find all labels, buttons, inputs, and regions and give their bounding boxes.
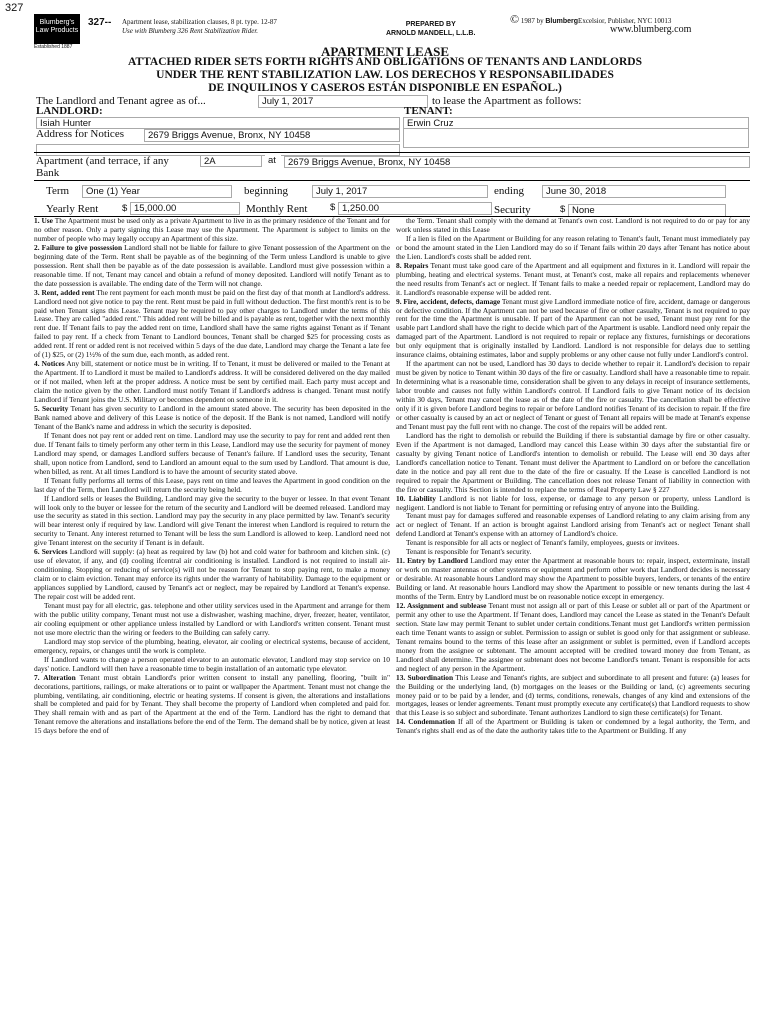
clause-text: This Lease and Tenant's rights, are subject and subordinate to all present and future: (a) leases for the Building or the underlying land, (b) mortgages on the leases or the Building or land, (c) agreements securing money paid or to be paid by a lender, and (d) terms, conditions, renewals, changes of any kind and extensions of the mortgages, leases or lender agreements. Tenant must promptly execute any certificate(s) that Landlord requests to show that this Lease is so subject and subordinate. Tenant authorizes Landlord to sign these certificate(s) for Tenant. (396, 672, 750, 718)
clause-text: Tenant must pay for damages suffered and reasonable expenses of Landlord relating to any claim arising from any act or neglect of Tenant. If an action is brought against Landlord arising from Tenant's act or neglect Tenant shall defend Landlord at Tenant's expense with an attorney of Landlord's choice. (396, 511, 750, 539)
clause-text: Landlord has the right to demolish or rebuild the Building if there is substantial damage by fire or other casualty. Even if the Apartment is not damaged, Landlord may cancel this Lease within 30 days after the substantial fire or casualty by giving Tenant notice of Landlord's intention to demolish or rebuild. The Lease will end 30 days after Landlord's cancellation notice to Tenant. Tenant must deliver the Apartment to Landlord on or before the cancellation date in the notice and pay all rent due to the date of the fire or casualty. If the Lease is cancelled Landlord is not required to repair the Apartment or Building. The cancellation does not release Tenant of liability in connection with the fire or casualty. This Section is intended to replace the terms of Real Property Law § 227 (396, 430, 750, 494)
term-field[interactable]: One (1) Year (82, 185, 232, 198)
form-description (122, 18, 277, 36)
landlord-label: LANDLORD: (36, 105, 103, 117)
clause-heading: 1. Use (34, 217, 53, 225)
clause-text: Landlord may enter the Apartment at reasonable hours to: repair, inspect, exterminate, install or work on master antennas or other systems or equipment and perform other work that Landlord decides is necessary or desirable. At reasonable hours Landlord may show the Apartment to possible buyers, lenders, or tenants of the entire Building or land. At reasonable hours Landlord may show the Apartment to possible or new tenants during the last 4 months of the Term. Entry by Landlord must be on reasonable notice except in emergency. (396, 556, 750, 602)
monthly-rent-field[interactable]: 1,250.00 (338, 202, 492, 215)
tenant-label: TENANT: (404, 105, 453, 117)
ending-field[interactable]: June 30, 2018 (542, 185, 726, 198)
clause-paragraph (396, 557, 750, 602)
beginning-field[interactable]: July 1, 2017 (312, 185, 488, 198)
clause-paragraph (34, 477, 390, 495)
clause-text: Tenant must not assign all or part of this Lease or sublet all or part of the Apartment or permit any other to use the Apartment. If Tenant does, Landlord may cancel the Lease as stated in the Tenant's Default section. State law may permit Tenant to sublet under certain conditions.Tenant must get Landlord's written permission each time Tenant wants to assign or sublet. Permission to assign or sublet is good only for that assignment or sublease. Tenant remains bound to the terms of this lease after an assignment or sublet is permitted, even if Landlord accepts money from the assignee or subtenant. The amount accepted will be credited toward money due from Tenant, as Landlord shall determine. The assignee or subtenant does not become Landlord's tenant. Tenant is responsible for acts and neglect of any person in the Apartment. (396, 600, 750, 673)
yearly-currency: $ (122, 203, 128, 214)
beginning-label: beginning (244, 185, 288, 197)
clause-paragraph (396, 512, 750, 539)
form-number: 327-- (88, 17, 112, 28)
ending-label: ending (494, 185, 524, 197)
clause-text: Tenant is responsible for Tenant's security. (406, 547, 532, 557)
clause-paragraph (396, 718, 750, 736)
publisher-brand: Blumberg (545, 18, 579, 25)
clause-text: Tenant must pay for all electric, gas. telephone and other utility services used in the Apartment and arrange for them with the public utility company, Tenant must not use a dishwasher, washing machine, dryer, freezer, heater, ventilator, air cooling equipment or other appliance unless installed by Landlord or with Landlord's written consent. Tenant must not use more electric than the wiring or feeders to the Building can safely carry. (34, 600, 390, 637)
clause-heading: 9. Fire, accident, defects, damage (396, 296, 501, 306)
notices-label: Address for Notices (36, 128, 124, 140)
subtitle-line3: DE INQUILINOS Y CASEROS ESTÁN DISPONIBLE EN ESPAÑOL.) (208, 82, 562, 94)
divider (34, 180, 750, 181)
clause-text: Tenant is responsible for all acts or neglect of Tenant's family, employees, guests or invitees. (406, 538, 680, 548)
form-description-line2: Use with Blumberg 326 Rent Stabilization Rider. (122, 27, 259, 35)
tenant-extra-field[interactable] (403, 129, 749, 148)
page-title: APARTMENT LEASE (320, 44, 449, 59)
clause-paragraph (396, 674, 750, 719)
clause-paragraph (34, 656, 390, 674)
agreement-prefix: The Landlord and Tenant agree as of... (36, 95, 206, 107)
clause-paragraph (34, 405, 390, 432)
apartment-address-field[interactable]: 2679 Briggs Avenue, Bronx, NY 10458 (284, 156, 750, 168)
clause-paragraph (396, 262, 750, 298)
copyright-symbol: © (510, 12, 520, 26)
clause-text: Any bill, statement or notice must be in writing. If to Tenant, it must be delivered or mailed to the Tenant at the Apartment. If to Landlord it must be mailed to Landlord's address. It will be considered delivered on the day mailed or if not mailed, when left at the proper address. A notice must be sent by certified mail. Each party must accept and claim the notice given by the other. Landlord must notify Tenant if Landlord's address is changed. Tenant must notify Landlord if Tenant joins the U.S. Military or becomes dependent on someone in it. (34, 359, 390, 405)
logo-established: Established 1887 (34, 44, 73, 50)
clause-paragraph (34, 602, 390, 638)
clause-paragraph (34, 217, 390, 244)
clause-paragraph (34, 360, 390, 405)
page-number: 327 (5, 2, 24, 14)
tenant-name-field[interactable]: Erwin Cruz (403, 117, 749, 129)
clause-text: the Term. Tenant shall comply with the demand at Tenant's own cost. Landlord is not required to do or pay for any work unless stated in this Lease (396, 217, 750, 234)
bank-label: Bank (36, 167, 60, 179)
clause-heading: 7. Alteration (34, 672, 76, 682)
apartment-at-label: at (265, 155, 281, 166)
clause-heading: 4. Notices (34, 359, 65, 369)
clause-heading: 12. Assignment and sublease (396, 600, 487, 610)
prepared-line2: ARNOLD MANDELL, L.L.B. (386, 30, 476, 37)
monthly-currency: $ (330, 202, 336, 213)
clause-text: Landlord may stop service of the plumbing, heating, elevator, air cooling or electrical systems, because of accident, emergency, repairs, or changes until the work is complete. (34, 636, 390, 655)
clause-text: Tenant must obtain Landlord's prior written consent to install any panelling, flooring, "built in" decorations, partitions, railings, or make alterations or to paint or wallpaper the Apartment. Tenant must not change the plumbing, ventilating, air conditioning, electric or heating systems. If consent is given, the alterations and installations shall be completed and paid for by Tenant. They shall become the property of Landlord when completed and paid for. They shall remain with and as part of the Apartment at the end of the Term. Landlord has the right to demand that Tenant remove the alterations and installations before the end of the Term. The demand shall be by notice, given at least 15 days before the end of (34, 672, 390, 736)
security-currency: $ (560, 204, 566, 215)
clause-heading: 10. Liability (396, 493, 436, 503)
yearly-rent-field[interactable]: 15,000.00 (130, 202, 240, 215)
clause-text: If Landlord sells or leases the Building, Landlord may give the security to the buyer or lessee. In that event Tenant will look only to the buyer or lessee for the return of the security and Landlord will be deemed released. Landlord may use the security as stated in this section. Landlord may pay the security in any place permitted by law. Tenant's security will bear interest only if required by law. Landlord will give Tenant the interest when Landlord is required to return the security to Tenant. Any interest returned to Tenant will be less the sum Landlord is allowed to keep. Landlord need not give Tenant interest on the security if Tenant is in default. (34, 493, 390, 548)
website-link[interactable]: www.blumberg.com (610, 24, 692, 35)
term-label: Term (46, 185, 70, 197)
page-subtitle (20, 56, 750, 95)
security-label: Security (494, 204, 531, 216)
clause-heading: 6. Services (34, 547, 68, 557)
divider (34, 152, 750, 153)
clause-heading: 5. Security (34, 404, 69, 414)
clause-text: If Tenant does not pay rent or added rent on time. Landlord may use the security to pay for rent and added rent then due. If Tenant fails to timely perform any other term in this Lease, Landlord may use the security for payment of money Landlord may spend, or damages Landlord suffers because of Tenant's failure. If Landlord uses the security, Tenant shall, upon notice from Landlord, send to Landlord an amount equal to the sum used by Landlord. That amount is due, when billed, as rent. At all times Landlord is to have the amount of security stated above. (34, 430, 390, 476)
clause-heading: 11. Entry by Landlord (396, 556, 468, 566)
agreement-suffix: to lease the Apartment as follows: (432, 95, 582, 107)
copyright-text: 1987 by (520, 17, 544, 25)
publisher-text: Excelsior, Publisher, NYC 10013 (578, 17, 672, 25)
clause-heading: 8. Repairs (396, 260, 429, 270)
clause-text: If Tenant fully performs all terms of this Lease, pays rent on time and leaves the Apartment in good condition on the last day of the Term, then Landlord will return the security being held. (34, 475, 390, 494)
clause-text: If all of the Apartment or Building is taken or condemned by a legal authority, the Term, and Tenant's rights shall end as of the date the authority takes title to the Apartment or Building. If any (396, 717, 750, 736)
monthly-rent-label: Monthly Rent (246, 203, 308, 215)
yearly-rent-label: Yearly Rent (46, 203, 99, 215)
clause-paragraph (34, 244, 390, 289)
clause-paragraph (396, 360, 750, 432)
clause-paragraph (34, 289, 390, 361)
clause-text: The rent payment for each month must be paid on the first day of that month at Landlord's address. Landlord need not give notice to pay the rent. Rent must be paid in full without deduction. The first month's rent is to be paid when Tenant signs this Lease. Tenant may be required to pay other charges to Landlord under the terms of this Lease. They are called "added rent." This added rent will be billed and is payable as rent, together with the next monthly rent due. If Tenant fails to pay the added rent on time, Landlord shall have the same rights against Tenant as if Tenant failed to pay rent. If a check from Tenant to Landlord bounces, Tenant shall be charged $25 for processing costs as added rent. If rent or added rent is not received within 5 days of the due date, Landlord may charge the Tenant a late fee of (1) $25, or (2) 1½% of the sum due, each month, as added rent. (34, 287, 390, 360)
notices-address-field[interactable]: 2679 Briggs Avenue, Bronx, NY 10458 (144, 129, 400, 142)
clause-paragraph (396, 217, 750, 235)
clause-heading: 3. Rent, added rent (34, 287, 95, 297)
clause-text: The Apartment must be used only as a private Apartment to live in as the primary residence of the Tenant and for no other reason. Only a party signing this Lease may use the Apartment. The Apartment is subject to limits on the number of people who may legally occupy an Apartment of this size. (34, 217, 390, 243)
clause-paragraph (34, 674, 390, 737)
clause-paragraph (396, 235, 750, 262)
clause-text: Tenant must give Landlord immediate notice of fire, accident, damage or dangerous or defective condition. If the Apartment can not be used because of fire or other casualty, Tenant is not required to pay rent for the time the Apartment is unusable. If part of the Apartment can not be used, Tenant must pay rent for the usable part Landlord shall have the right to decide which part of the Apartment is usable. Landlord need only repair the damaged part of the Apartment. Landlord is not required to repair or replace any fixtures, furnishings or decorations but only equipment that is originally installed by Landlord. Landlord is not responsible for delays due to settling insurance claims, obtaining estimates, labor and supply problems or any other cause not fully under Landlord's control. (396, 296, 750, 360)
clause-paragraph (34, 495, 390, 549)
clause-paragraph (34, 638, 390, 656)
logo-line2: Law Products (35, 27, 79, 34)
clauses-left-column (34, 217, 390, 1023)
clause-paragraph (34, 548, 390, 602)
landlord-name-field[interactable]: Isiah Hunter (36, 117, 400, 129)
subtitle-line1: ATTACHED RIDER SETS FORTH RIGHTS AND OBLIGATIONS OF TENANTS AND LANDLORDS (127, 56, 642, 68)
clause-text: If Landlord wants to change a person operated elevator to an automatic elevator, Landlord may stop service on 10 days' notice. Landlord will then have a reasonable time to begin installation of an automatic type elevator. (34, 654, 390, 673)
form-description-line1: Apartment lease, stabilization clauses, 8 pt. type. 12-87 (122, 18, 277, 26)
clause-paragraph (396, 298, 750, 361)
clause-paragraph (34, 432, 390, 477)
prepared-line1: PREPARED BY (405, 21, 456, 28)
clause-text: If the apartment can not be used, Landlord has 30 days to decide whether to repair it. Landlord's decision to repair must be given by notice to Tenant within 30 days of the fire or casualty. Landlord shall have a reasonable time to repair. In determining what is a reasonable time, consideration shall be given to any delays in receipt of insurance settlements, labor trouble and causes not fully within Landlord's control. If Landlord fails to give Tenant notice of its decision within 30 days, Tenant may cancel the lease as of the date of the fire or casualty. The cancellation shall be effective only if it is given before Landlord begins to repair or before Landlord notifies Tenant of its decision to repair. If the fire or other casualty is caused by an act or neglect of Tenant or guest of Tenant all repairs will be made at Tenant's expense and Tenant must pay the full rent with no change. The cost of the repairs will be added rent. (396, 359, 750, 431)
apartment-label: Apartment (and terrace, if any (36, 155, 169, 167)
clause-heading: 2. Failure to give possession (34, 242, 123, 252)
clause-text: Landlord is not liable for loss, expense, or damage to any person or property, unless Landlord is negligent. Landlord is not liable to Tenant for permitting or refusing entry of anyone into the Building. (396, 493, 750, 512)
clauses-right-column (396, 217, 750, 1023)
clause-text: Landlord shall not be liable for failure to give Tenant possession of the Apartment on the beginning date of the Term. Rent shall be payable as of the beginning of the Term unless Landlord is unable to give possession. Rent shall then be payable as of the date possession is available. Landlord must give possession within a reasonable time. If not, Tenant may cancel and obtain a refund of money deposited. Landlord will notify Tenant as to the date possession is available. The ending date of the Term will not change. (34, 242, 390, 288)
clause-text: If a lien is filed on the Apartment or Building for any reason relating to Tenant's fault, Tenant must immediately pay or bond the amount stated in the Lien Landlord may do so if Tenant fails within 20 days after Tenant has notice about the Lien. Landlord's costs shall be added rent. (396, 233, 750, 261)
agreement-date-field[interactable]: July 1, 2017 (258, 95, 428, 108)
clause-paragraph (396, 495, 750, 513)
clause-heading: 14. Condemnation (396, 717, 456, 727)
security-field[interactable]: None (568, 204, 726, 217)
blumberg-logo (34, 14, 80, 44)
clause-text: Landlord will supply: (a) heat as required by law (b) hot and cold water for bathroom and kitchen sink. (c) use of elevator, if any, and (d) cooling ifcentral air conditioning is installed. Landlord is not required to install air-conditioning. Stopping or reducing of service(s) will not be reason for Tenant to stop paying rent, to make a money claim or to claim eviction. Tenant may enforce its rights under the warranty of habitability. Damage to the equipment or appliances supplied by Landlord, caused by Tenant's act or neglect, may be repaired by Landlord at Tenant's expense. The repair cost will be added rent. (34, 547, 390, 602)
clause-text: Tenant has given security to Landlord in the amount stated above. The security has been deposited in the Bank named above and delivery of this Lease is notice of the deposit. If the Bank is not named, Landlord will notify Tenant of the Bank's name and address in which the security is deposited. (34, 404, 390, 431)
clause-text: Tenant must take good care of the Apartment and all equipment and fixtures in it. Landlord will repair the plumbing, heating and electrical systems. Tenant must, at Tenant's cost, make all repairs and replacements whenever the need results from Tenant's act or neglect. If Tenant fails to make a needed repair or replacement, Landlord may do it. Landlord's reasonable expense will be added rent. (396, 260, 750, 297)
prepared-by (386, 20, 475, 38)
logo-line1: Blumberg's (39, 19, 75, 26)
apartment-number-field[interactable]: 2A (200, 155, 262, 167)
clause-paragraph (396, 602, 750, 674)
clause-heading: 13. Subordination (396, 672, 454, 682)
clause-paragraph (396, 432, 750, 495)
subtitle-line2: UNDER THE RENT STABILIZATION LAW. LOS DERECHOS Y RESPONSABILIDADES (156, 69, 614, 81)
